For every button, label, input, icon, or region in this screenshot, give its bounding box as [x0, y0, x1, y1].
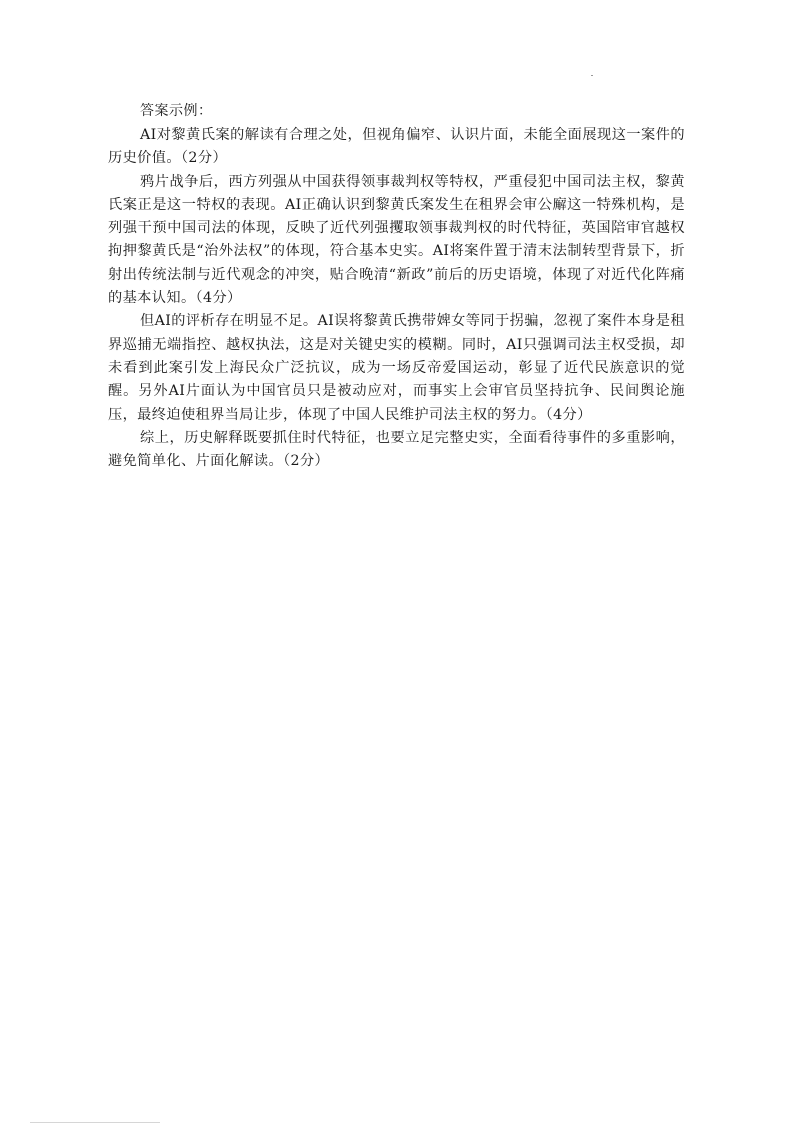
answer-document: [108, 100, 685, 473]
scan-speck: [591, 75, 593, 76]
paragraph-conclusion: 综上，历史解释既要抓住时代特征，也要立足完整史实，全面看待事件的多重影响，避免简单化、片面化解读。（2分）: [108, 429, 685, 470]
paragraph-intro: AI对黎黄氏案的解读有合理之处，但视角偏窄、认识片面，未能全面展现这一案件的历史价值。（2分）: [108, 127, 685, 167]
page-bottom-rule: [30, 1122, 160, 1123]
answer-heading: 答案示例：: [140, 103, 213, 119]
paragraph-merits: 鸦片战争后，西方列强从中国获得领事裁判权等特权，严重侵犯中国司法主权，黎黄氏案正是这一特权的表现。AI正确认识到黎黄氏案发生在租界会审公廨这一特殊机构，是列强干预中国司法的体现，反映了近代列强攫取领事裁判权的时代特征，英国陪审官越权拘押黎黄氏是“治外法权”的体现，符合基本史实。AI将案件置于清末法制转型背景下，折射出传统法制与近代观念的冲突，贴合晚清“新政”前后的历史语境，体现了对近代化阵痛的基本认知。（4分）: [108, 173, 685, 307]
paragraph-shortcomings: 但AI的评析存在明显不足。AI误将黎黄氏携带婢女等同于拐骗，忽视了案件本身是租界巡捕无端指控、越权执法，这是对关键史实的模糊。同时，AI只强调司法主权受损，却未看到此案引发上海民众广泛抗议，成为一场反帝爱国运动，彰显了近代民族意识的觉醒。另外AI片面认为中国官员只是被动应对，而事实上会审官员坚持抗争、民间舆论施压，最终迫使租界当局让步，体现了中国人民维护司法主权的努力。（4分）: [108, 313, 685, 423]
